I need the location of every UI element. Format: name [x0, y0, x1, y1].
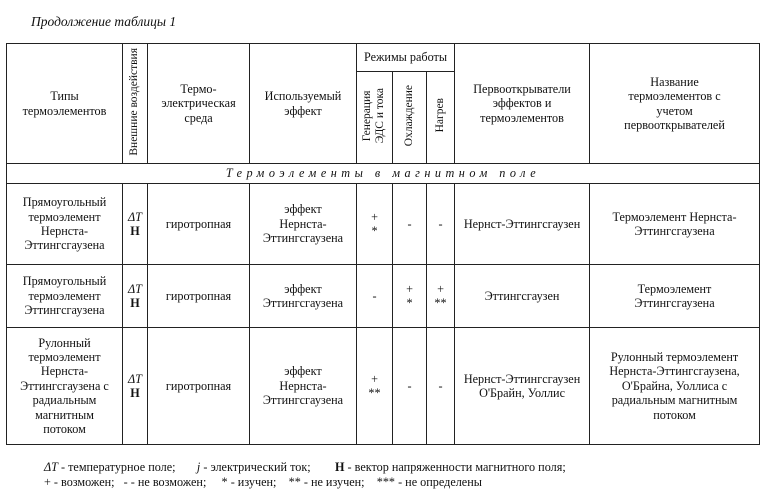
table-row	[7, 265, 760, 328]
mode-note: **	[434, 296, 447, 311]
h-vector-symbol: H	[130, 224, 140, 239]
cell-medium: гиротропная	[148, 328, 250, 445]
mode-mark: -	[407, 378, 412, 393]
header-mode-gen-label	[361, 88, 387, 143]
cell-type: Рулонный термоэлемент Нернста-Эттингсгаузена с радиальным магнитным потоком	[7, 328, 123, 445]
footnote-text: - температурное поле;	[57, 460, 197, 474]
header-effect: Используемый эффект	[250, 44, 357, 164]
cell-discoverers: Нернст-Эттингсгаузен	[455, 184, 590, 265]
cell-heat	[427, 328, 455, 445]
cell-cool	[393, 328, 427, 445]
header-mode-cool	[393, 71, 427, 163]
header-types: Типы термоэлементов	[7, 44, 123, 164]
mode-note: *	[371, 224, 378, 239]
footnote	[44, 460, 566, 490]
cell-medium: гиротропная	[148, 184, 250, 265]
cell-type: Прямоугольный термоэлемент Эттингсгаузена	[7, 265, 123, 328]
mode-note: *	[406, 296, 413, 311]
mode-mark: +	[371, 371, 378, 386]
h-vector-symbol: H	[130, 296, 140, 311]
cell-gen	[357, 328, 393, 445]
table-caption: Продолжение таблицы 1	[31, 14, 177, 29]
cell-gen	[357, 184, 393, 265]
thermoelements-table	[6, 43, 760, 445]
cell-external	[123, 184, 148, 265]
mode-mark: -	[438, 216, 443, 231]
cell-cool	[393, 265, 427, 328]
table-row	[7, 328, 760, 445]
delta-t-symbol: ΔT	[128, 209, 142, 224]
header-external	[123, 44, 148, 164]
header-external-label: Внешние воздействия	[128, 48, 141, 156]
cell-heat	[427, 265, 455, 328]
cell-cool	[393, 184, 427, 265]
header-mode-gen-line1: Генерация	[361, 90, 374, 141]
mode-mark: -	[407, 216, 412, 231]
mode-mark: -	[438, 378, 443, 393]
delta-t-symbol: ΔT	[44, 460, 58, 474]
delta-t-symbol: ΔT	[128, 371, 142, 386]
footnote-line-1	[44, 460, 566, 475]
h-vector-symbol: H	[335, 460, 345, 474]
cell-discoverers: Эттингсгаузен	[455, 265, 590, 328]
header-mode-gen-line2: ЭДС и тока	[374, 88, 387, 144]
footnote-line-2	[44, 475, 566, 490]
cell-external	[123, 265, 148, 328]
cell-effect: эффект Эттингсгаузена	[250, 265, 357, 328]
cell-effect: эффект Нернста-Эттингсгаузена	[250, 328, 357, 445]
table-row	[7, 184, 760, 265]
cell-discoverers: Нернст-Эттингсгаузен О'Брайн, Уоллис	[455, 328, 590, 445]
cell-gen	[357, 265, 393, 328]
header-mode-cool-label: Охлаждение	[402, 85, 415, 147]
footnote-text: - вектор напряженности магнитного поля;	[344, 460, 566, 474]
mode-mark: +	[406, 281, 413, 296]
delta-t-symbol: ΔT	[128, 281, 142, 296]
header-medium: Термо-электрическая среда	[148, 44, 250, 164]
header-modes: Режимы работы	[357, 44, 455, 72]
footnote-text: + - возможен; - - не возможен; * - изучен; ** - не изучен; *** - не определены	[44, 475, 482, 489]
header-discoverers: Первооткрыватели эффектов и термоэлементов	[455, 44, 590, 164]
header-mode-heat	[427, 71, 455, 163]
cell-name: Термоэлемент Нернста-Эттингсгаузена	[590, 184, 760, 265]
mode-mark: +	[437, 281, 444, 296]
footnote-text: - электрический ток;	[200, 460, 336, 474]
cell-name: Рулонный термоэлемент Нернста-Эттингсгаузена, О'Брайна, Уоллиса с радиальным магнитным потоком	[590, 328, 760, 445]
cell-effect: эффект Нернста-Эттингсгаузена	[250, 184, 357, 265]
h-vector-symbol: H	[130, 386, 140, 401]
section-title: Термоэлементы в магнитном поле	[7, 164, 760, 184]
cell-external	[123, 328, 148, 445]
cell-type: Прямоугольный термоэлемент Нернста-Эттингсгаузена	[7, 184, 123, 265]
mode-mark: +	[371, 209, 378, 224]
cell-medium: гиротропная	[148, 265, 250, 328]
mode-mark: -	[372, 288, 377, 303]
header-name: Название термоэлементов с учетом первооткрывателей	[590, 44, 760, 164]
header-mode-heat-label: Нагрев	[433, 98, 446, 133]
header-mode-gen	[357, 71, 393, 163]
j-symbol: j	[196, 460, 201, 474]
cell-heat	[427, 184, 455, 265]
cell-name: Термоэлемент Эттингсгаузена	[590, 265, 760, 328]
mode-note: **	[368, 386, 381, 401]
